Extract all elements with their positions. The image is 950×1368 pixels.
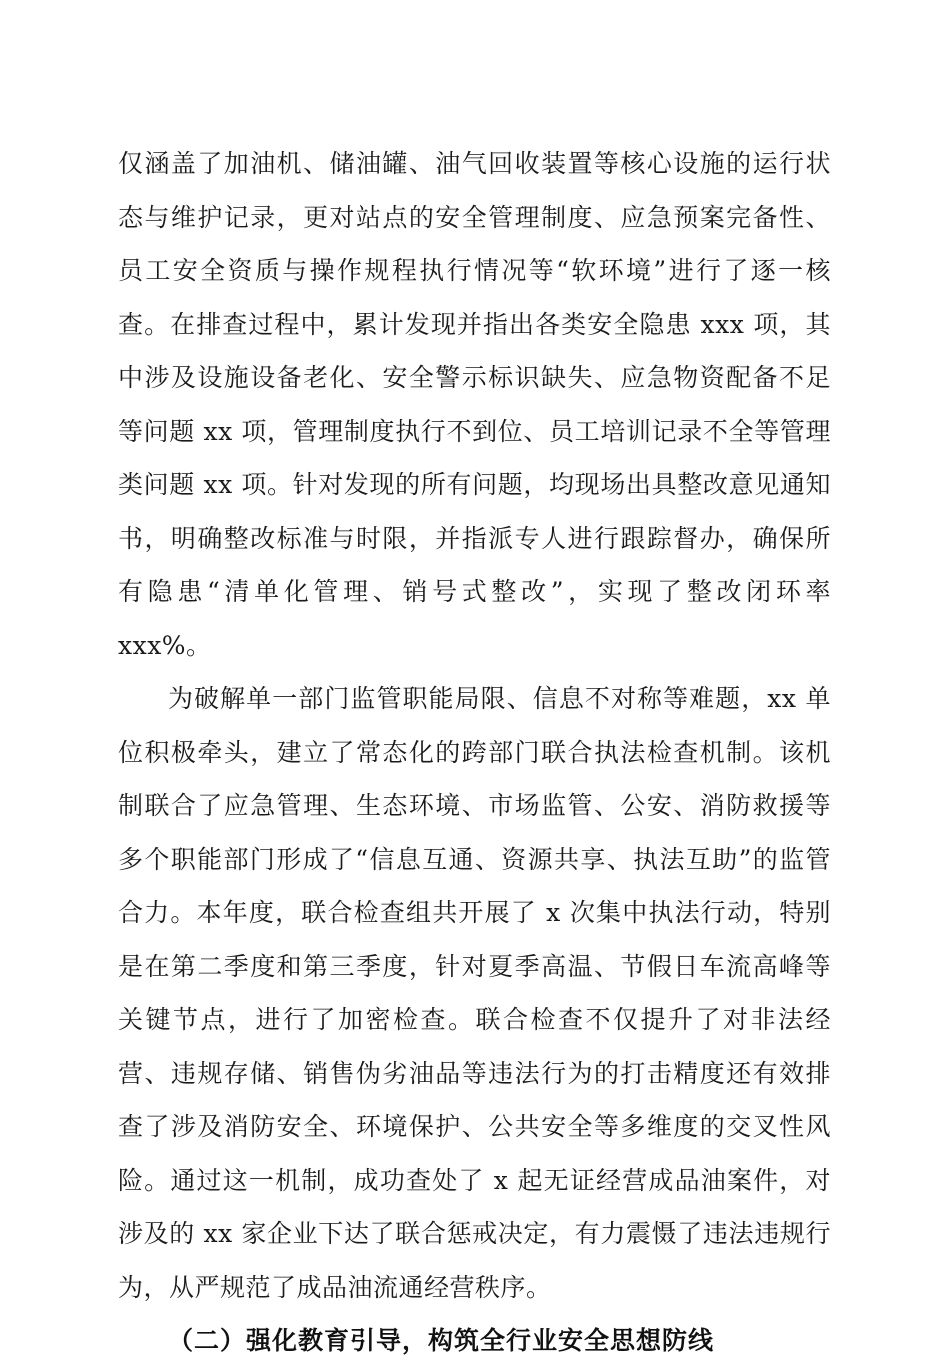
section-heading: （二）强化教育引导，构筑全行业安全思想防线	[168, 1326, 715, 1355]
paragraph-continuation: 仅涵盖了加油机、储油罐、油气回收装置等核心设施的运行状态与维护记录，更对站点的安全管理制度、应急预案完备性、员工安全资质与操作规程执行情况等“软环境”进行了逐一核查。在排查过程中，累计发现并指出各类安全隐患 xxx 项，其中涉及设施设备老化、安全警示标识缺失、应急物资配备不足等问题 xx 项，管理制度执行不到位、员工培训记录不全等管理类问题 xx 项。针对发现的所有问题，均现场出具整改意见通知书，明确整改标准与时限，并指派专人进行跟踪督办，确保所有隐患“清单化管理、销号式整改”，实现了整改闭环率 xxx%。	[118, 149, 831, 660]
document-body	[118, 137, 831, 1368]
paragraph-joint-enforcement: 为破解单一部门监管职能局限、信息不对称等难题，xx 单位积极牵头，建立了常态化的跨部门联合执法检查机制。该机制联合了应急管理、生态环境、市场监管、公安、消防救援等多个职能部门形成了“信息互通、资源共享、执法互助”的监管合力。本年度，联合检查组共开展了 x 次集中执法行动，特别是在第二季度和第三季度，针对夏季高温、节假日车流高峰等关键节点，进行了加密检查。联合检查不仅提升了对非法经营、违规存储、销售伪劣油品等违法行为的打击精度还有效排查了涉及消防安全、环境保护、公共安全等多维度的交叉性风险。通过这一机制，成功查处了 x 起无证经营成品油案件，对涉及的 xx 家企业下达了联合惩戒决定，有力震慑了违法违规行为，从严规范了成品油流通经营秩序。	[118, 684, 831, 1302]
